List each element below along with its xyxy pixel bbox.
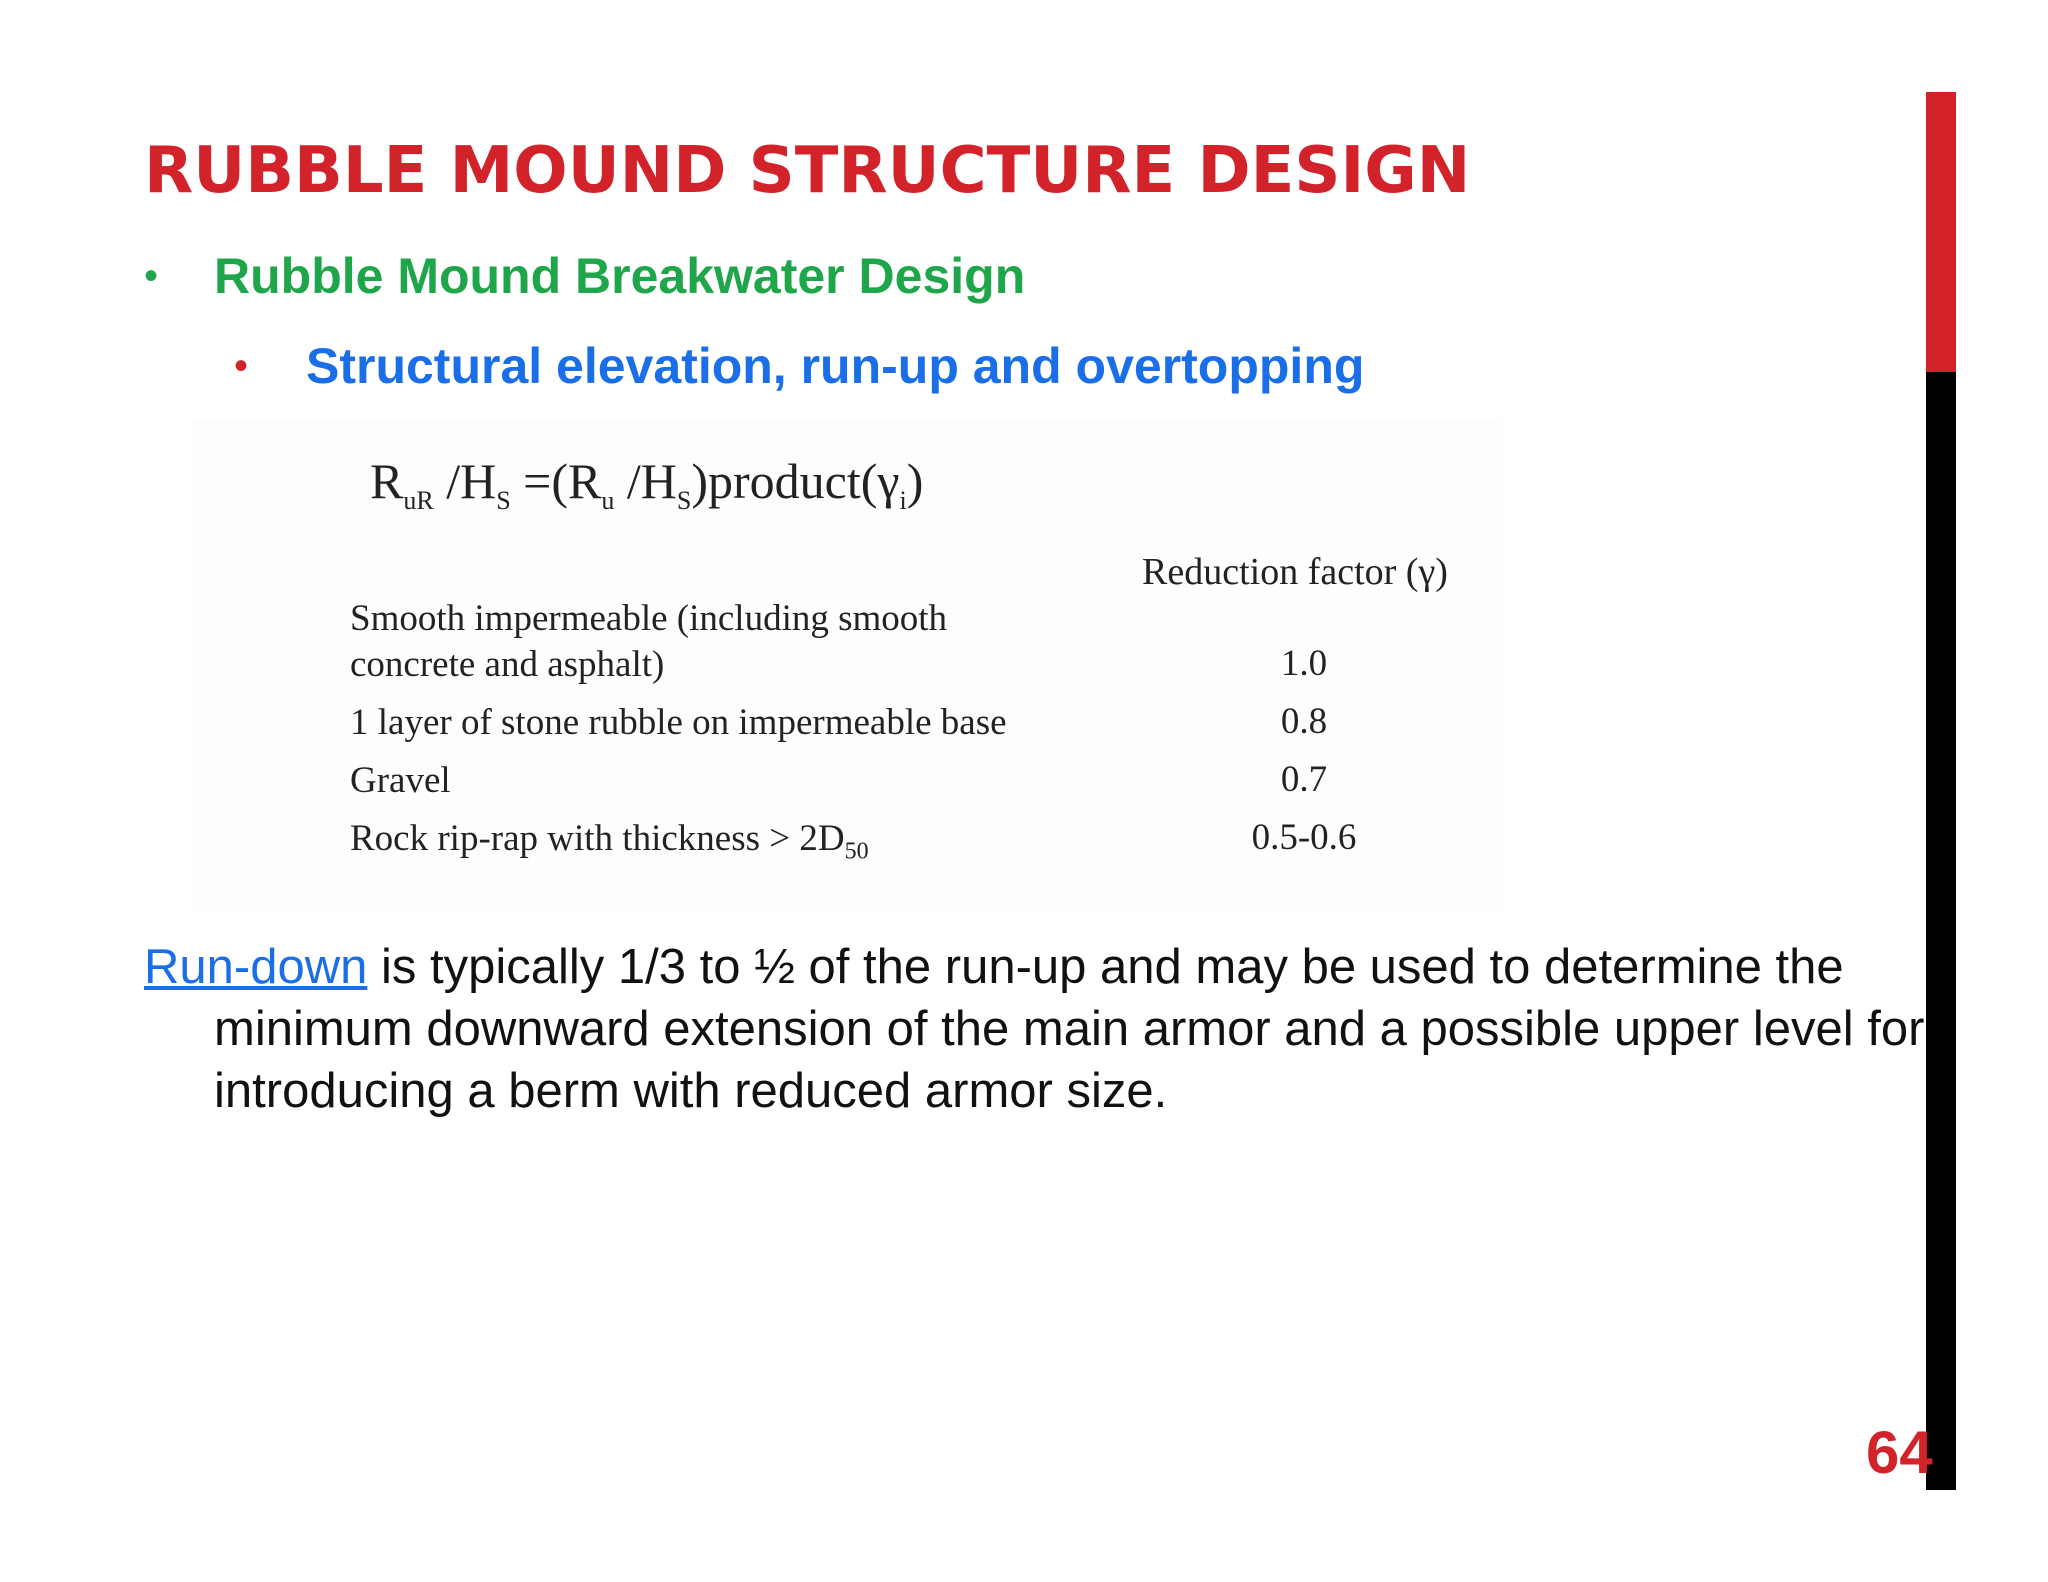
bullet-level2 — [234, 336, 1364, 396]
table-row-factor: 0.7 — [1280, 759, 1328, 800]
bullet-level2-text: Structural elevation, run-up and overtopping — [306, 338, 1365, 394]
runup-formula: $R_{uR}$ $/H_S =(R_u$ $/H_S)product(\gamma_i)$ — [370, 453, 924, 515]
page-number: 64 — [1866, 1419, 1933, 1486]
accent-bar-black — [1926, 372, 1956, 1490]
table-row-factor: 1.0 — [1280, 643, 1328, 684]
bullet-dot-icon: • — [234, 343, 249, 388]
table-row-factor: 0.8 — [1280, 701, 1328, 742]
paragraph-body: is typically 1/3 to ½ of the run-up and may be used to determine the minimum downward extension of the main armor and a possible upper level for introducing a berm with reduced armor size. — [214, 940, 1925, 1118]
slide-title: RUBBLE MOUND STRUCTURE DESIGN — [144, 134, 1471, 208]
table-row-surface: Rock rip-rap with thickness > $2D_{50}$ — [350, 818, 869, 865]
table-header-reduction-factor: Reduction factor (γ) — [1142, 551, 1448, 593]
reduction-factor-figure — [192, 420, 1502, 910]
table-row-surface: Smooth impermeable (including smooth concrete and asphalt) — [350, 598, 948, 685]
table-row-surface: Gravel — [350, 760, 451, 801]
bullet-dot-icon: • — [144, 253, 159, 298]
bullet-level1 — [144, 246, 1025, 306]
rundown-link[interactable]: Run-down — [144, 940, 368, 994]
table-row-surface: 1 layer of stone rubble on impermeable base — [350, 702, 1007, 743]
accent-bar-red — [1926, 92, 1956, 372]
rundown-paragraph — [144, 936, 1934, 1122]
bullet-level1-text: Rubble Mound Breakwater Design — [214, 248, 1026, 304]
table-row-factor: 0.5-0.6 — [1251, 817, 1357, 858]
